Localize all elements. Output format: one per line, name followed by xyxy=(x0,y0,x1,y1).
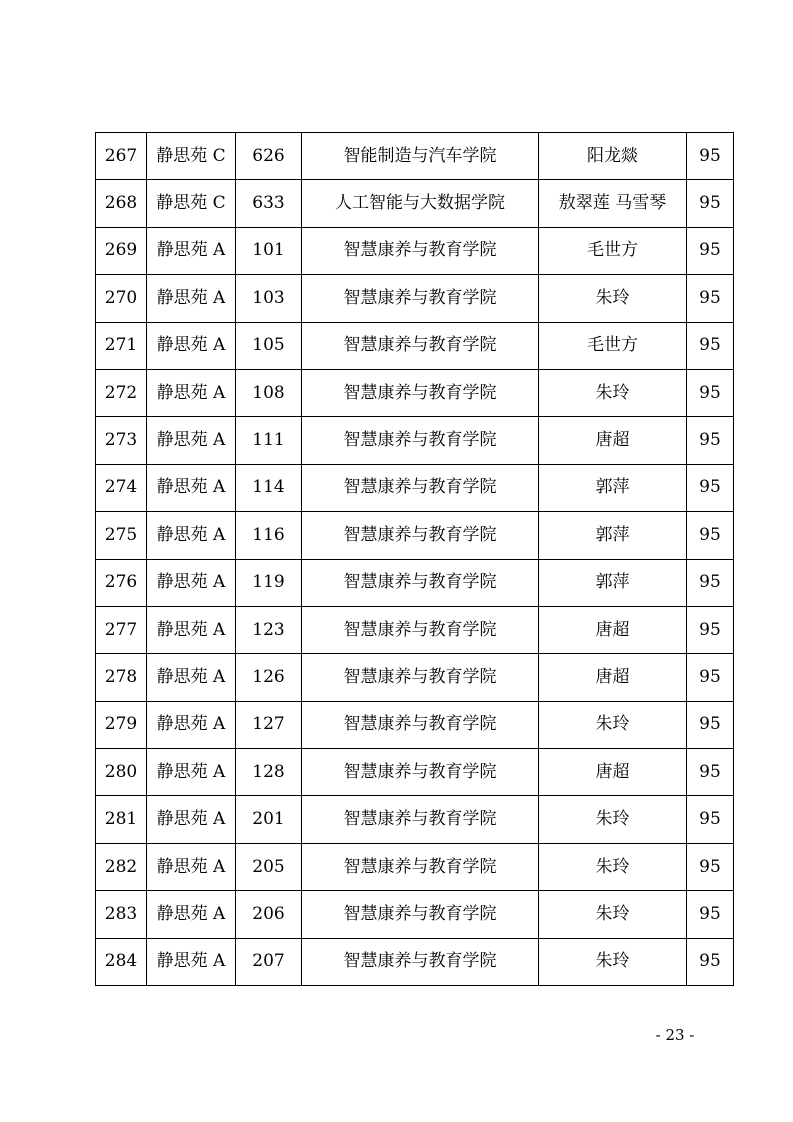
score-cell: 95 xyxy=(687,369,734,416)
building-cell: 静思苑 C xyxy=(147,180,236,227)
row-number-cell: 269 xyxy=(96,227,147,274)
row-number-cell: 268 xyxy=(96,180,147,227)
room-cell: 123 xyxy=(236,606,302,653)
room-cell: 101 xyxy=(236,227,302,274)
table-row xyxy=(96,749,734,796)
college-cell: 智慧康养与教育学院 xyxy=(302,843,539,890)
building-cell: 静思苑 A xyxy=(147,559,236,606)
score-cell: 95 xyxy=(687,417,734,464)
teacher-cell: 唐超 xyxy=(539,606,687,653)
building-cell: 静思苑 A xyxy=(147,701,236,748)
score-cell: 95 xyxy=(687,891,734,938)
college-cell: 智慧康养与教育学院 xyxy=(302,512,539,559)
score-cell: 95 xyxy=(687,701,734,748)
table-row xyxy=(96,843,734,890)
table-body xyxy=(96,133,734,986)
table-row xyxy=(96,559,734,606)
row-number-cell: 275 xyxy=(96,512,147,559)
building-cell: 静思苑 A xyxy=(147,938,236,985)
college-cell: 智慧康养与教育学院 xyxy=(302,464,539,511)
room-cell: 128 xyxy=(236,749,302,796)
teacher-cell: 毛世方 xyxy=(539,227,687,274)
table-row xyxy=(96,606,734,653)
building-cell: 静思苑 A xyxy=(147,749,236,796)
table-row xyxy=(96,417,734,464)
building-cell: 静思苑 A xyxy=(147,891,236,938)
teacher-cell: 朱玲 xyxy=(539,275,687,322)
college-cell: 智慧康养与教育学院 xyxy=(302,938,539,985)
teacher-cell: 唐超 xyxy=(539,654,687,701)
table-row xyxy=(96,275,734,322)
building-cell: 静思苑 A xyxy=(147,654,236,701)
score-cell: 95 xyxy=(687,322,734,369)
table-row xyxy=(96,512,734,559)
row-number-cell: 277 xyxy=(96,606,147,653)
table-row xyxy=(96,938,734,985)
row-number-cell: 276 xyxy=(96,559,147,606)
teacher-cell: 朱玲 xyxy=(539,843,687,890)
teacher-cell: 郭萍 xyxy=(539,559,687,606)
building-cell: 静思苑 A xyxy=(147,512,236,559)
room-cell: 126 xyxy=(236,654,302,701)
teacher-cell: 朱玲 xyxy=(539,369,687,416)
teacher-cell: 朱玲 xyxy=(539,938,687,985)
building-cell: 静思苑 A xyxy=(147,606,236,653)
building-cell: 静思苑 A xyxy=(147,322,236,369)
row-number-cell: 279 xyxy=(96,701,147,748)
college-cell: 智慧康养与教育学院 xyxy=(302,796,539,843)
table-row xyxy=(96,227,734,274)
room-cell: 626 xyxy=(236,133,302,180)
table-row xyxy=(96,796,734,843)
room-cell: 633 xyxy=(236,180,302,227)
building-cell: 静思苑 A xyxy=(147,417,236,464)
row-number-cell: 272 xyxy=(96,369,147,416)
room-cell: 111 xyxy=(236,417,302,464)
teacher-cell: 唐超 xyxy=(539,749,687,796)
college-cell: 智慧康养与教育学院 xyxy=(302,275,539,322)
table-row xyxy=(96,891,734,938)
college-cell: 智慧康养与教育学院 xyxy=(302,701,539,748)
teacher-cell: 郭萍 xyxy=(539,464,687,511)
room-cell: 205 xyxy=(236,843,302,890)
building-cell: 静思苑 A xyxy=(147,227,236,274)
row-number-cell: 282 xyxy=(96,843,147,890)
table-row xyxy=(96,701,734,748)
score-cell: 95 xyxy=(687,843,734,890)
score-cell: 95 xyxy=(687,654,734,701)
room-cell: 116 xyxy=(236,512,302,559)
row-number-cell: 281 xyxy=(96,796,147,843)
row-number-cell: 274 xyxy=(96,464,147,511)
room-cell: 103 xyxy=(236,275,302,322)
college-cell: 智能制造与汽车学院 xyxy=(302,133,539,180)
college-cell: 智慧康养与教育学院 xyxy=(302,322,539,369)
teacher-cell: 郭萍 xyxy=(539,512,687,559)
room-cell: 206 xyxy=(236,891,302,938)
college-cell: 智慧康养与教育学院 xyxy=(302,891,539,938)
table-row xyxy=(96,322,734,369)
teacher-cell: 毛世方 xyxy=(539,322,687,369)
college-cell: 智慧康养与教育学院 xyxy=(302,654,539,701)
table-row xyxy=(96,464,734,511)
score-cell: 95 xyxy=(687,227,734,274)
score-cell: 95 xyxy=(687,749,734,796)
row-number-cell: 283 xyxy=(96,891,147,938)
college-cell: 智慧康养与教育学院 xyxy=(302,606,539,653)
score-cell: 95 xyxy=(687,938,734,985)
teacher-cell: 阳龙燚 xyxy=(539,133,687,180)
score-cell: 95 xyxy=(687,275,734,322)
table-row xyxy=(96,654,734,701)
row-number-cell: 267 xyxy=(96,133,147,180)
score-cell: 95 xyxy=(687,464,734,511)
row-number-cell: 284 xyxy=(96,938,147,985)
row-number-cell: 273 xyxy=(96,417,147,464)
row-number-cell: 271 xyxy=(96,322,147,369)
row-number-cell: 280 xyxy=(96,749,147,796)
page-number: - 23 - xyxy=(655,1026,695,1044)
table-row xyxy=(96,133,734,180)
building-cell: 静思苑 A xyxy=(147,843,236,890)
college-cell: 智慧康养与教育学院 xyxy=(302,369,539,416)
teacher-cell: 朱玲 xyxy=(539,701,687,748)
building-cell: 静思苑 C xyxy=(147,133,236,180)
score-cell: 95 xyxy=(687,512,734,559)
row-number-cell: 278 xyxy=(96,654,147,701)
score-cell: 95 xyxy=(687,133,734,180)
score-cell: 95 xyxy=(687,796,734,843)
room-cell: 119 xyxy=(236,559,302,606)
dormitory-score-table xyxy=(95,132,734,986)
college-cell: 智慧康养与教育学院 xyxy=(302,749,539,796)
room-cell: 105 xyxy=(236,322,302,369)
table-row xyxy=(96,180,734,227)
building-cell: 静思苑 A xyxy=(147,275,236,322)
score-cell: 95 xyxy=(687,180,734,227)
score-cell: 95 xyxy=(687,606,734,653)
college-cell: 智慧康养与教育学院 xyxy=(302,559,539,606)
college-cell: 智慧康养与教育学院 xyxy=(302,227,539,274)
building-cell: 静思苑 A xyxy=(147,464,236,511)
building-cell: 静思苑 A xyxy=(147,796,236,843)
table-row xyxy=(96,369,734,416)
teacher-cell: 朱玲 xyxy=(539,891,687,938)
room-cell: 108 xyxy=(236,369,302,416)
room-cell: 114 xyxy=(236,464,302,511)
teacher-cell: 敖翠莲 马雪琴 xyxy=(539,180,687,227)
building-cell: 静思苑 A xyxy=(147,369,236,416)
room-cell: 207 xyxy=(236,938,302,985)
row-number-cell: 270 xyxy=(96,275,147,322)
college-cell: 人工智能与大数据学院 xyxy=(302,180,539,227)
college-cell: 智慧康养与教育学院 xyxy=(302,417,539,464)
teacher-cell: 唐超 xyxy=(539,417,687,464)
teacher-cell: 朱玲 xyxy=(539,796,687,843)
score-cell: 95 xyxy=(687,559,734,606)
room-cell: 127 xyxy=(236,701,302,748)
room-cell: 201 xyxy=(236,796,302,843)
